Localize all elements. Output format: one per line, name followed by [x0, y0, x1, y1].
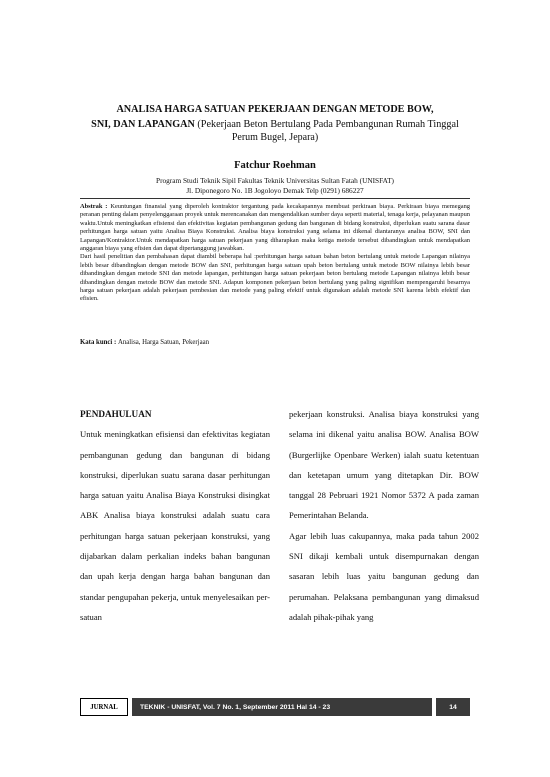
- abstract-paragraph-1: [80, 203, 470, 253]
- keywords-text: Analisa, Harga Satuan, Pekerjaan: [117, 339, 210, 346]
- title-line-1: ANALISA HARGA SATUAN PEKERJAAN DENGAN METODE BOW,: [116, 104, 434, 115]
- body-paragraph-left: Untuk meningkatkan efisiensi dan efektivitas kegiatan pembangunan gedung dan bangunan di bidang konstruksi, diperlukan suatu sarana dasar perhitungan harga satuan yaitu Analisa Biaya Konstruksi disingkat ABK Analisa biaya konstruksi adalah suatu cara perhitungan harga satuan pekerjaan konstruksi, yang dijabarkan dalam perkalian indeks bahan bangunan dan upah kerja dengan harga bahan bangunan dan standar pengupahan pekerja, untuk menyelesaikan per-satuan: [80, 429, 270, 622]
- footer-journal-info: TEKNIK - UNISFAT, Vol. 7 No. 1, September 2011 Hal 14 - 23: [132, 698, 432, 716]
- body-paragraph-right-2: Agar lebih luas cakupannya, maka pada tahun 2002 SNI dikaji kembali untuk disempurnakan dengan sasaran lebih luas yaitu bangunan gedung dan perumahan. Pelaksana pembangunan yang dimaksud adalah pihak-pihak yang: [289, 530, 479, 622]
- author-name: Fatchur Roehman: [234, 160, 316, 171]
- footer-journal-label: JURNAL: [80, 698, 128, 716]
- title-line-3: Perum Bugel, Jepara): [231, 132, 319, 143]
- keywords: [80, 339, 470, 346]
- page-number: 14: [436, 698, 470, 716]
- affiliation: Program Studi Teknik Sipil Fakultas Teknik Universitas Sultan Fatah (UNISFAT): [156, 176, 394, 185]
- body-column-left: [80, 404, 270, 627]
- section-heading: PENDAHULUAN: [80, 409, 152, 419]
- abstract-label: Abstrak :: [80, 203, 111, 210]
- keywords-label: Kata kunci :: [80, 339, 118, 346]
- page-footer: [80, 698, 470, 716]
- abstract-paragraph-2: Dari hasil penelitian dan pembahasan dapat diambil beberapa hal :perhitungan harga satuan bahan beton bertulang untuk metode Lapangan nilainya lebih besar dibandingkan dengan metode BOW dan SNI, perhitungan harga satuan upah beton bertulang untuk metode BOW nilainya lebih besar dibandingkan dengan metode SNI dan metode lapangan, perhitungan harga satuan pekerjaan beton bertulang metode Lapangan nilainya lebih besar dibandingkan dengan metode BOW dan metode SNI. Adapun komponen pekerjaan beton bertulang yang paling signifikan mempengaruhi besarnya harga satuan pekerjaan adalah pekerjaan pembesian dan metode yang paling efektif untuk digunakan adalah metode SNI karena lebih efektif dan efisien.: [80, 253, 470, 303]
- title-line-2: [60, 117, 490, 132]
- paper-title: [60, 102, 490, 132]
- body-column-right: [289, 404, 479, 627]
- body-paragraph-right-1: pekerjaan konstruksi. Analisa biaya konstruksi yang selama ini dikenal yaitu analisa BOW. Analisa BOW (Burgerlijke Openbare Werken) ialah suatu ketentuan dan ketetapan umum yang ditetapkan Dir. BOW tanggal 28 Pebruari 1921 Nomor 5372 A pada zaman Pemerintahan Belanda.: [289, 409, 479, 521]
- address: Jl. Diponegoro No. 1B Jogoloyo Demak Telp (0291) 686227: [186, 186, 364, 195]
- abstract-text-1: Keuntungan finansial yang diperoleh kontraktor tergantung pada kecakapannya membuat perkiraan biaya. Perkiraan biaya memegang peranan penting dalam penyelenggaraan proyek untuk merencanakan dan mengendalikan sumber daya seperti material, tenaga kerja, pelayanan maupun waktu.Untuk meningkatkan efisiensi dan efektivitas kegiatan pembangunan gedung dan bangunan di bidang konstruksi, diperlukan suatu sarana dasar perhitungan harga satuan yaitu Analisa Biaya Konstruksi. Analisa biaya konstruksi yang selama ini dikenal diantaranya analisa BOW, SNI dan Lapangan/Kontraktor.Untuk mendapatkan harga satuan pekerjaan yang diharapkan maka ketiga metode tersebut dibandingkan untuk mendapatkan anggaran biaya yang efisien dan dapat dipertanggung jawabkan.: [80, 203, 470, 253]
- abstract: [80, 203, 470, 304]
- title-line-2-rest: (Pekerjaan Beton Bertulang Pada Pembangunan Rumah Tinggal: [194, 119, 459, 130]
- header-rule: [80, 198, 470, 199]
- title-line-2-bold: SNI, DAN LAPANGAN: [91, 119, 195, 130]
